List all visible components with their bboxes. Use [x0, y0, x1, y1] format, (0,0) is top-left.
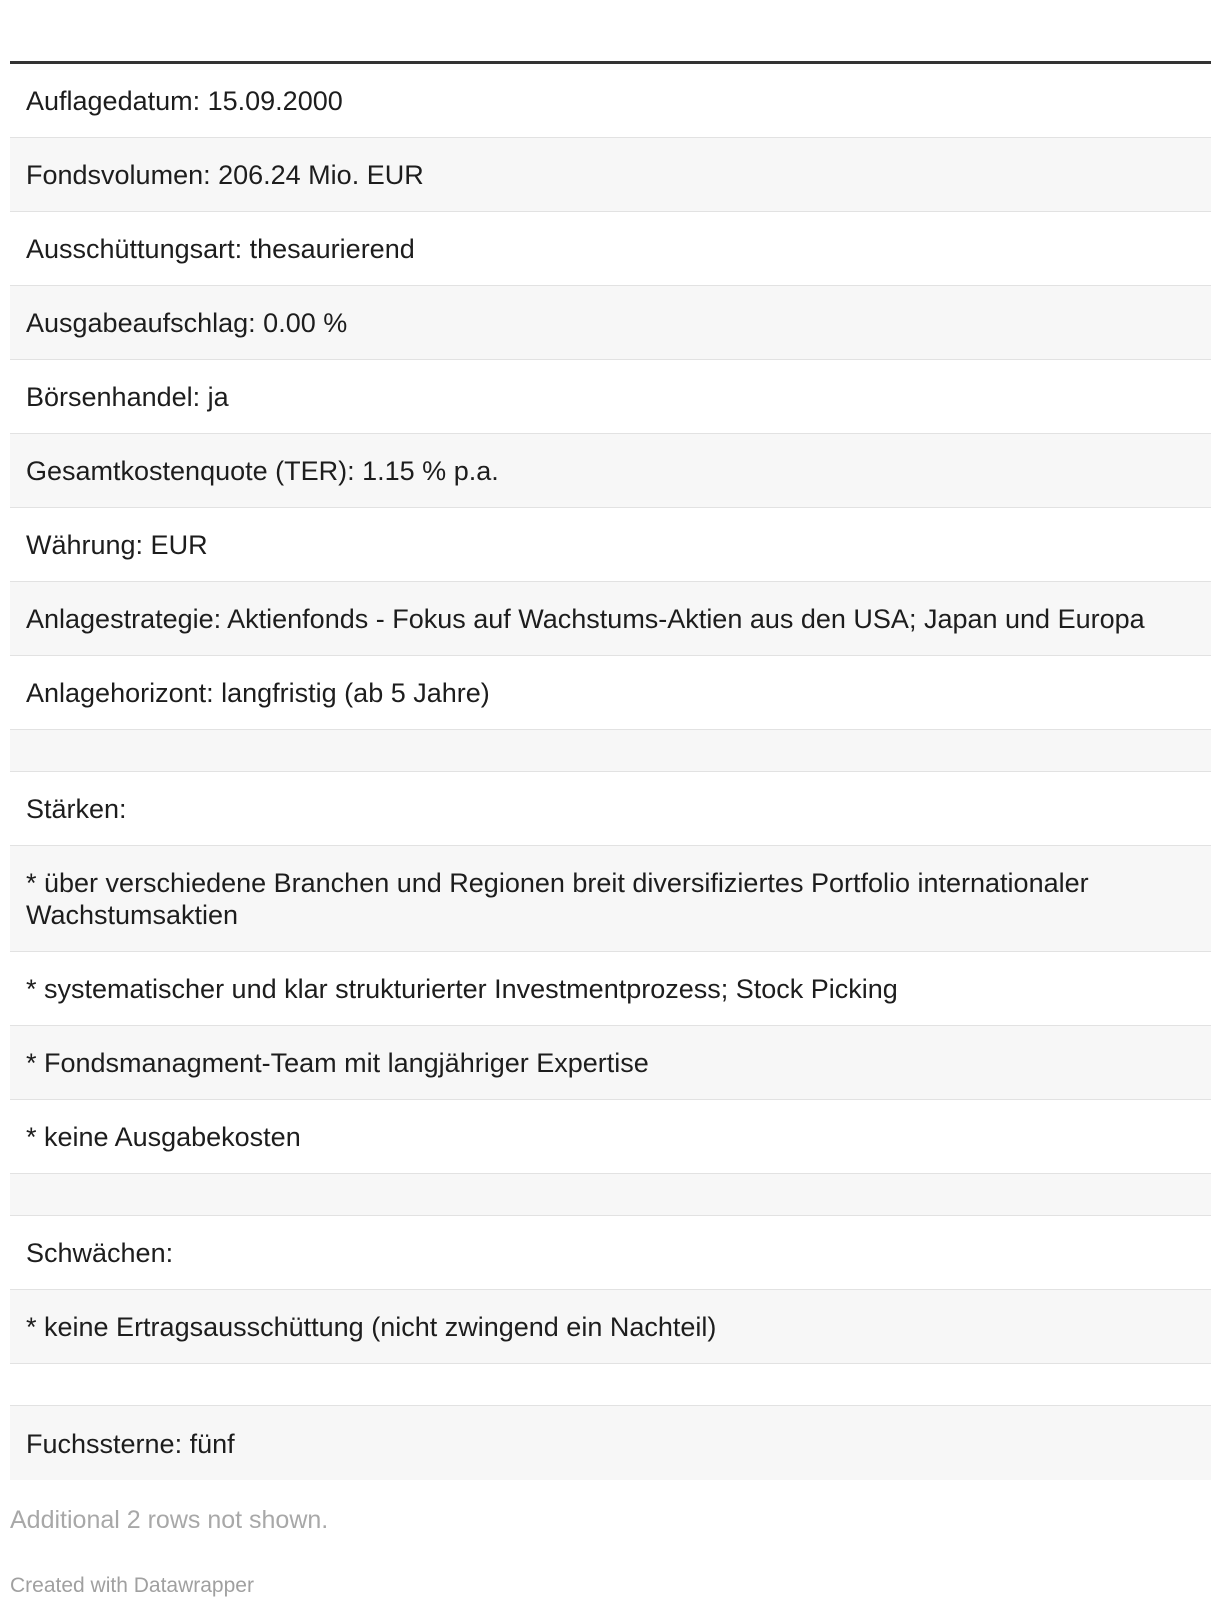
- table-row: [10, 656, 1211, 730]
- table-row: [10, 434, 1211, 508]
- table-cell: Schwächen:: [26, 1238, 174, 1268]
- table-row: [10, 360, 1211, 434]
- table-row: [10, 582, 1211, 656]
- fund-info-table: [10, 61, 1211, 1480]
- table-cell: * Fondsmanagment-Team mit langjähriger Expertise: [26, 1048, 649, 1078]
- table-cell: Ausgabeaufschlag: 0.00 %: [26, 308, 348, 338]
- table-cell: Ausschüttungsart: thesaurierend: [26, 234, 415, 264]
- table-cell: Auflagedatum: 15.09.2000: [26, 86, 343, 116]
- table-row-empty: [10, 1364, 1211, 1406]
- table-cell: * systematischer und klar strukturierter Investmentprozess; Stock Picking: [26, 974, 898, 1004]
- table-cell: * keine Ausgabekosten: [26, 1122, 301, 1152]
- table-row: [10, 1406, 1211, 1480]
- table-cell: Währung: EUR: [26, 530, 208, 560]
- table-row: [10, 772, 1211, 846]
- table-row-empty: [10, 1174, 1211, 1216]
- table-row: [10, 1100, 1211, 1174]
- table-row: [10, 508, 1211, 582]
- table-row: [10, 1216, 1211, 1290]
- table-cell: Anlagehorizont: langfristig (ab 5 Jahre): [26, 678, 490, 708]
- table-cell: * keine Ertragsausschüttung (nicht zwingend ein Nachteil): [26, 1312, 717, 1342]
- table-row: [10, 64, 1211, 138]
- table-row: [10, 846, 1211, 952]
- table-cell: Börsenhandel: ja: [26, 382, 229, 412]
- table-cell: Gesamtkostenquote (TER): 1.15 % p.a.: [26, 456, 499, 486]
- table-cell: * über verschiedene Branchen und Regionen breit diversifiziertes Portfolio internationaler Wachstumsaktien: [26, 868, 1089, 930]
- table-cell: Stärken:: [26, 794, 127, 824]
- table-row-empty: [10, 730, 1211, 772]
- datawrapper-credit: Created with Datawrapper: [10, 1574, 254, 1597]
- table-row: [10, 138, 1211, 212]
- table-row: [10, 286, 1211, 360]
- table-row: [10, 952, 1211, 1026]
- table-row: [10, 1290, 1211, 1364]
- table-row: [10, 212, 1211, 286]
- table-notes: Additional 2 rows not shown.: [10, 1506, 329, 1534]
- table-row: [10, 1026, 1211, 1100]
- table-cell: Fondsvolumen: 206.24 Mio. EUR: [26, 160, 424, 190]
- table-cell: Fuchssterne: fünf: [26, 1428, 235, 1459]
- table-cell: Anlagestrategie: Aktienfonds - Fokus auf Wachstums-Aktien aus den USA; Japan und Europa: [26, 604, 1145, 634]
